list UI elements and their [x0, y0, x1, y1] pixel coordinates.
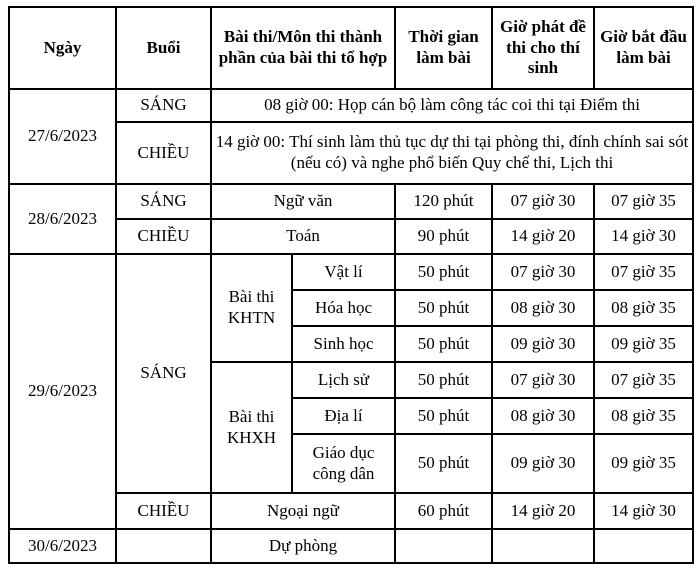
- paper-time-cell: [492, 529, 594, 563]
- duration-cell: 120 phút: [395, 184, 492, 219]
- duration-cell: 90 phút: [395, 219, 492, 254]
- date-cell: 29/6/2023: [9, 254, 116, 529]
- start-time-cell: 08 giờ 35: [594, 290, 693, 326]
- header-session: Buổi: [116, 7, 211, 89]
- duration-cell: 50 phút: [395, 362, 492, 398]
- note-cell: 08 giờ 00: Họp cán bộ làm công tác coi thi tại Điểm thi: [211, 89, 693, 122]
- duration-cell: 50 phút: [395, 434, 492, 493]
- paper-time-cell: 14 giờ 20: [492, 219, 594, 254]
- paper-time-cell: 14 giờ 20: [492, 493, 594, 529]
- start-time-cell: 07 giờ 35: [594, 254, 693, 290]
- duration-cell: 50 phút: [395, 398, 492, 434]
- session-cell: SÁNG: [116, 89, 211, 122]
- session-cell: [116, 529, 211, 563]
- duration-cell: 50 phút: [395, 290, 492, 326]
- start-time-cell: 14 giờ 30: [594, 493, 693, 529]
- table-row: [9, 89, 693, 122]
- table-row: [9, 184, 693, 219]
- header-paper-time: Giờ phát đề thi cho thí sinh: [492, 7, 594, 89]
- start-time-cell: 07 giờ 35: [594, 362, 693, 398]
- session-cell: SÁNG: [116, 184, 211, 219]
- exam-schedule-table: [8, 6, 694, 564]
- date-cell: 30/6/2023: [9, 529, 116, 563]
- paper-time-cell: 08 giờ 30: [492, 398, 594, 434]
- duration-cell: 60 phút: [395, 493, 492, 529]
- start-time-cell: 07 giờ 35: [594, 184, 693, 219]
- header-duration: Thời gian làm bài: [395, 7, 492, 89]
- subject-cell: Địa lí: [292, 398, 395, 434]
- duration-cell: 50 phút: [395, 326, 492, 362]
- exam-group-cell: Bài thi KHTN: [211, 254, 292, 362]
- paper-time-cell: 07 giờ 30: [492, 184, 594, 219]
- table-row: [9, 529, 693, 563]
- paper-time-cell: 07 giờ 30: [492, 254, 594, 290]
- start-time-cell: 09 giờ 35: [594, 434, 693, 493]
- header-start-time: Giờ bắt đầu làm bài: [594, 7, 693, 89]
- note-cell: 14 giờ 00: Thí sinh làm thủ tục dự thi tại phòng thi, đính chính sai sót (nếu có) và nghe phổ biến Quy chế thi, Lịch thi: [211, 122, 693, 184]
- subject-cell: Hóa học: [292, 290, 395, 326]
- paper-time-cell: 07 giờ 30: [492, 362, 594, 398]
- subject-cell: Vật lí: [292, 254, 395, 290]
- date-cell: 27/6/2023: [9, 89, 116, 184]
- paper-time-cell: 09 giờ 30: [492, 434, 594, 493]
- subject-cell: Dự phòng: [211, 529, 395, 563]
- duration-cell: [395, 529, 492, 563]
- paper-time-cell: 08 giờ 30: [492, 290, 594, 326]
- subject-cell: Giáo dục công dân: [292, 434, 395, 493]
- exam-group-cell: Bài thi KHXH: [211, 362, 292, 493]
- start-time-cell: 14 giờ 30: [594, 219, 693, 254]
- subject-cell: Toán: [211, 219, 395, 254]
- header-row: [9, 7, 693, 89]
- duration-cell: 50 phút: [395, 254, 492, 290]
- session-cell: CHIỀU: [116, 219, 211, 254]
- start-time-cell: [594, 529, 693, 563]
- subject-cell: Ngoại ngữ: [211, 493, 395, 529]
- paper-time-cell: 09 giờ 30: [492, 326, 594, 362]
- header-exam-subject: Bài thi/Môn thi thành phần của bài thi tổ hợp: [211, 7, 395, 89]
- start-time-cell: 09 giờ 35: [594, 326, 693, 362]
- session-cell: CHIỀU: [116, 122, 211, 184]
- session-cell: CHIỀU: [116, 493, 211, 529]
- start-time-cell: 08 giờ 35: [594, 398, 693, 434]
- session-cell: SÁNG: [116, 254, 211, 493]
- header-date: Ngày: [9, 7, 116, 89]
- subject-cell: Ngữ văn: [211, 184, 395, 219]
- date-cell: 28/6/2023: [9, 184, 116, 254]
- table-row: [9, 254, 693, 290]
- subject-cell: Lịch sử: [292, 362, 395, 398]
- subject-cell: Sinh học: [292, 326, 395, 362]
